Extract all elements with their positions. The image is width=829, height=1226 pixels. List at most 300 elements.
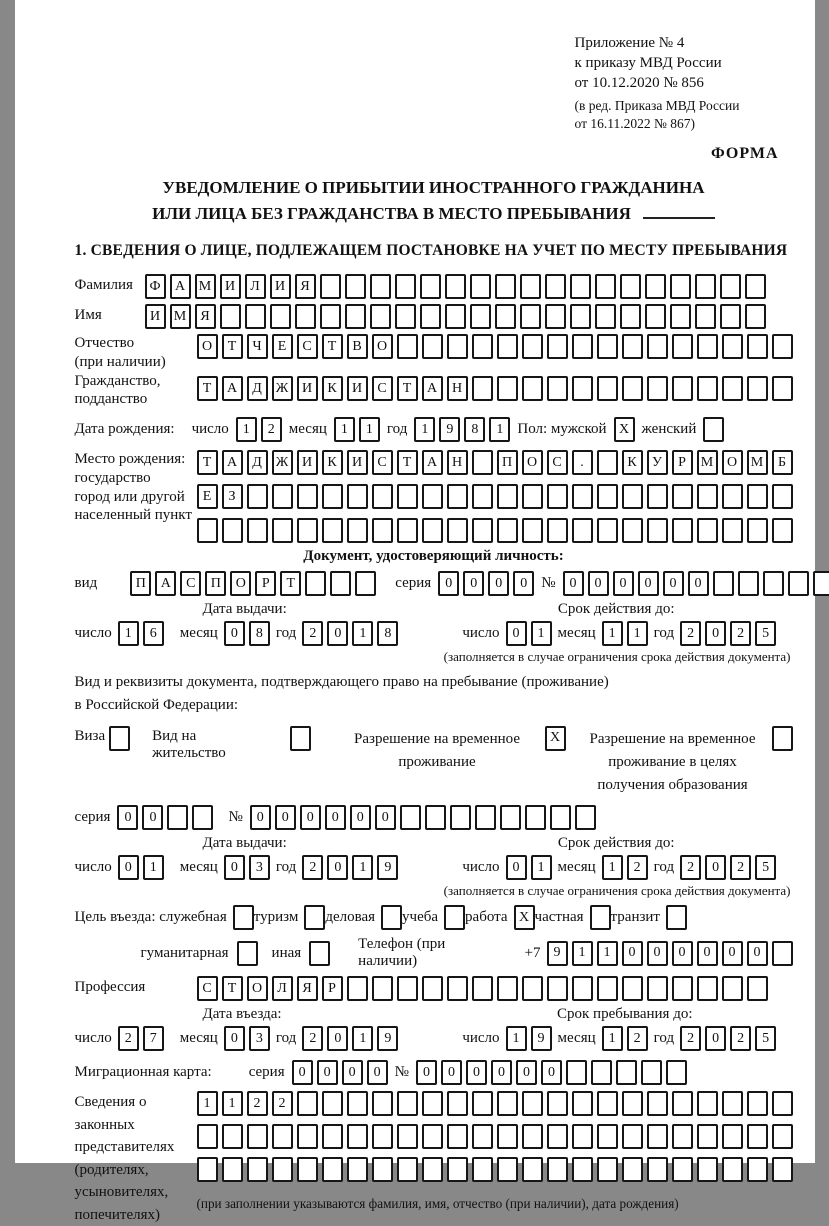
permit-issue-day-cells-box-1[interactable]: 1 [143,855,164,880]
representatives-cells-3-box-19[interactable] [672,1157,693,1182]
birth-place-cells-2-box-3[interactable] [272,484,293,509]
representatives-cells-3-box-16[interactable] [597,1157,618,1182]
patronymic-cells-box-23[interactable] [772,334,793,359]
birth-place-cells-1-box-15[interactable]: . [572,450,593,475]
citizenship-cells-box-9[interactable]: А [422,376,443,401]
representatives-cells-1-box-12[interactable] [497,1091,518,1116]
permit-valid-month-cells-box-1[interactable]: 2 [627,855,648,880]
mc-number-cells-box-0[interactable]: 0 [416,1060,437,1085]
entry-year-cells-box-2[interactable]: 1 [352,1026,373,1051]
permit-number-cells-box-10[interactable] [500,805,521,830]
citizenship-cells-box-5[interactable]: К [322,376,343,401]
surname-cells-box-12[interactable] [445,274,466,299]
birth-month-cells-box-0[interactable]: 1 [334,417,355,442]
birth-place-cells-2-box-20[interactable] [697,484,718,509]
patronymic-cells-box-18[interactable] [647,334,668,359]
representatives-cells-1-box-16[interactable] [597,1091,618,1116]
name-cells-box-12[interactable] [445,304,466,329]
birth-place-cells-2-box-18[interactable] [647,484,668,509]
representatives-cells-2-box-1[interactable] [222,1124,243,1149]
phone-cells-box-0[interactable]: 9 [547,941,568,966]
name-cells-box-14[interactable] [495,304,516,329]
doc-issue-year-cells-box-1[interactable]: 0 [327,621,348,646]
representatives-cells-1-box-4[interactable] [297,1091,318,1116]
entry-year-cells-box-3[interactable]: 9 [377,1026,398,1051]
birth-place-cells-2-box-15[interactable] [572,484,593,509]
surname-cells-box-6[interactable]: Я [295,274,316,299]
representatives-cells-3-box-1[interactable] [222,1157,243,1182]
representatives-cells-2-box-23[interactable] [772,1124,793,1149]
citizenship-cells-box-8[interactable]: Т [397,376,418,401]
representatives-cells-3-box-2[interactable] [247,1157,268,1182]
representatives-cells-2-box-18[interactable] [647,1124,668,1149]
birth-place-cells-3-box-0[interactable] [197,518,218,543]
representatives-cells-3-box-11[interactable] [472,1157,493,1182]
phone-cells-box-3[interactable]: 0 [622,941,643,966]
representatives-cells-1-box-21[interactable] [722,1091,743,1116]
purpose-other-checkbox-box-0[interactable] [309,941,330,966]
permit-number-cells-box-11[interactable] [525,805,546,830]
doc-issue-day-cells-box-0[interactable]: 1 [118,621,139,646]
sex-male-checkbox-box-0[interactable]: X [614,417,635,442]
profession-cells-box-14[interactable] [547,976,568,1001]
birth-place-cells-3-box-13[interactable] [522,518,543,543]
representatives-cells-2-box-9[interactable] [422,1124,443,1149]
permit-number-cells-box-1[interactable]: 0 [275,805,296,830]
representatives-cells-3-box-8[interactable] [397,1157,418,1182]
permit-issue-year-cells-box-1[interactable]: 0 [327,855,348,880]
birth-place-cells-1-box-18[interactable]: У [647,450,668,475]
surname-cells-box-20[interactable] [645,274,666,299]
mc-series-cells-box-1[interactable]: 0 [317,1060,338,1085]
birth-place-cells-3-box-23[interactable] [772,518,793,543]
representatives-cells-1-box-14[interactable] [547,1091,568,1116]
representatives-cells-1-box-15[interactable] [572,1091,593,1116]
birth-place-cells-3-box-18[interactable] [647,518,668,543]
representatives-cells-2-box-21[interactable] [722,1124,743,1149]
birth-place-cells-3-box-6[interactable] [347,518,368,543]
name-cells-box-23[interactable] [720,304,741,329]
doc-series-cells-box-3[interactable]: 0 [513,571,534,596]
surname-cells-box-11[interactable] [420,274,441,299]
patronymic-cells-box-10[interactable] [447,334,468,359]
citizenship-cells-box-18[interactable] [647,376,668,401]
permit-valid-year-cells-box-2[interactable]: 2 [730,855,751,880]
doc-series-cells-box-1[interactable]: 0 [463,571,484,596]
representatives-cells-1-box-11[interactable] [472,1091,493,1116]
representatives-cells-1-box-2[interactable]: 2 [247,1091,268,1116]
surname-cells-box-8[interactable] [345,274,366,299]
mc-series-cells-box-2[interactable]: 0 [342,1060,363,1085]
mc-number-cells-box-7[interactable] [591,1060,612,1085]
birth-place-cells-2-box-2[interactable] [247,484,268,509]
permit-number-cells-box-6[interactable] [400,805,421,830]
stay-day-cells-box-0[interactable]: 1 [506,1026,527,1051]
birth-place-cells-3-box-21[interactable] [722,518,743,543]
birth-place-cells-3-box-3[interactable] [272,518,293,543]
profession-cells-box-21[interactable] [722,976,743,1001]
representatives-cells-3-box-4[interactable] [297,1157,318,1182]
name-cells-box-10[interactable] [395,304,416,329]
citizenship-cells-box-0[interactable]: Т [197,376,218,401]
profession-cells-box-2[interactable]: О [247,976,268,1001]
citizenship-cells-box-17[interactable] [622,376,643,401]
purpose-business-checkbox-box-0[interactable] [381,905,402,930]
representatives-cells-1-box-5[interactable] [322,1091,343,1116]
patronymic-cells-box-6[interactable]: В [347,334,368,359]
patronymic-cells-box-8[interactable] [397,334,418,359]
birth-place-cells-3-box-7[interactable] [372,518,393,543]
birth-place-cells-3-box-11[interactable] [472,518,493,543]
representatives-cells-3-box-3[interactable] [272,1157,293,1182]
birth-year-cells-box-2[interactable]: 8 [464,417,485,442]
profession-cells-box-0[interactable]: С [197,976,218,1001]
birth-place-cells-1-box-1[interactable]: А [222,450,243,475]
mc-number-cells-box-3[interactable]: 0 [491,1060,512,1085]
profession-cells-box-4[interactable]: Я [297,976,318,1001]
representatives-cells-2-box-6[interactable] [347,1124,368,1149]
birth-place-cells-1-box-9[interactable]: А [422,450,443,475]
birth-place-cells-1-box-3[interactable]: Ж [272,450,293,475]
name-cells-box-15[interactable] [520,304,541,329]
permit-valid-year-cells-box-0[interactable]: 2 [680,855,701,880]
permit-valid-day-cells-box-0[interactable]: 0 [506,855,527,880]
doc-kind-cells-box-7[interactable] [305,571,326,596]
name-cells-box-6[interactable] [295,304,316,329]
representatives-cells-2-box-12[interactable] [497,1124,518,1149]
birth-place-cells-1-box-14[interactable]: С [547,450,568,475]
visa-checkbox-box-0[interactable] [109,726,130,751]
doc-valid-month-cells-box-1[interactable]: 1 [627,621,648,646]
birth-place-cells-3-box-1[interactable] [222,518,243,543]
birth-place-cells-3-box-15[interactable] [572,518,593,543]
patronymic-cells-box-13[interactable] [522,334,543,359]
citizenship-cells-box-11[interactable] [472,376,493,401]
birth-place-cells-1-box-0[interactable]: Т [197,450,218,475]
doc-kind-cells-box-4[interactable]: О [230,571,251,596]
stay-month-cells-box-0[interactable]: 1 [602,1026,623,1051]
birth-place-cells-3-box-8[interactable] [397,518,418,543]
permit-series-cells-box-2[interactable] [167,805,188,830]
birth-place-cells-2-box-16[interactable] [597,484,618,509]
patronymic-cells-box-22[interactable] [747,334,768,359]
name-cells-box-8[interactable] [345,304,366,329]
patronymic-cells-box-17[interactable] [622,334,643,359]
citizenship-cells-box-14[interactable] [547,376,568,401]
doc-number-cells-box-9[interactable] [788,571,809,596]
profession-cells-box-7[interactable] [372,976,393,1001]
representatives-cells-1-box-1[interactable]: 1 [222,1091,243,1116]
surname-cells-box-16[interactable] [545,274,566,299]
sex-female-checkbox-box-0[interactable] [703,417,724,442]
patronymic-cells-box-21[interactable] [722,334,743,359]
birth-place-cells-3-box-19[interactable] [672,518,693,543]
permit-series-cells-box-3[interactable] [192,805,213,830]
name-cells-box-18[interactable] [595,304,616,329]
profession-cells-box-9[interactable] [422,976,443,1001]
profession-cells-box-10[interactable] [447,976,468,1001]
citizenship-cells-box-1[interactable]: А [222,376,243,401]
phone-cells-box-6[interactable]: 0 [697,941,718,966]
permit-number-cells-box-4[interactable]: 0 [350,805,371,830]
phone-cells-box-1[interactable]: 1 [572,941,593,966]
patronymic-cells-box-15[interactable] [572,334,593,359]
representatives-cells-2-box-14[interactable] [547,1124,568,1149]
doc-valid-year-cells-box-2[interactable]: 2 [730,621,751,646]
name-cells-box-24[interactable] [745,304,766,329]
patronymic-cells-box-3[interactable]: Е [272,334,293,359]
profession-cells-box-8[interactable] [397,976,418,1001]
birth-place-cells-1-box-23[interactable]: Б [772,450,793,475]
birth-place-cells-3-box-20[interactable] [697,518,718,543]
permit-number-cells-box-5[interactable]: 0 [375,805,396,830]
birth-place-cells-1-box-11[interactable] [472,450,493,475]
surname-cells-box-23[interactable] [720,274,741,299]
patronymic-cells-box-0[interactable]: О [197,334,218,359]
profession-cells-box-19[interactable] [672,976,693,1001]
representatives-cells-2-box-19[interactable] [672,1124,693,1149]
birth-place-cells-2-box-5[interactable] [322,484,343,509]
birth-place-cells-3-box-9[interactable] [422,518,443,543]
name-cells-box-7[interactable] [320,304,341,329]
citizenship-cells-box-6[interactable]: И [347,376,368,401]
doc-number-cells-box-0[interactable]: 0 [563,571,584,596]
profession-cells-box-15[interactable] [572,976,593,1001]
mc-number-cells-box-9[interactable] [641,1060,662,1085]
profession-cells-box-6[interactable] [347,976,368,1001]
purpose-humanitarian-checkbox-box-0[interactable] [237,941,258,966]
permit-number-cells-box-7[interactable] [425,805,446,830]
birth-place-cells-1-box-8[interactable]: Т [397,450,418,475]
doc-number-cells-box-10[interactable] [813,571,829,596]
name-cells-box-19[interactable] [620,304,641,329]
name-cells-box-13[interactable] [470,304,491,329]
surname-cells-box-19[interactable] [620,274,641,299]
birth-place-cells-3-box-12[interactable] [497,518,518,543]
permit-issue-day-cells-box-0[interactable]: 0 [118,855,139,880]
entry-year-cells-box-0[interactable]: 2 [302,1026,323,1051]
birth-place-cells-1-box-5[interactable]: К [322,450,343,475]
surname-cells-box-21[interactable] [670,274,691,299]
doc-kind-cells-box-8[interactable] [330,571,351,596]
phone-cells-box-8[interactable]: 0 [747,941,768,966]
permit-number-cells-box-12[interactable] [550,805,571,830]
birth-place-cells-1-box-21[interactable]: О [722,450,743,475]
doc-kind-cells-box-6[interactable]: Т [280,571,301,596]
patronymic-cells-box-5[interactable]: Т [322,334,343,359]
name-cells-box-11[interactable] [420,304,441,329]
citizenship-cells-box-23[interactable] [772,376,793,401]
profession-cells-box-22[interactable] [747,976,768,1001]
entry-month-cells-box-0[interactable]: 0 [224,1026,245,1051]
birth-place-cells-2-box-22[interactable] [747,484,768,509]
birth-place-cells-3-box-2[interactable] [247,518,268,543]
birth-place-cells-3-box-16[interactable] [597,518,618,543]
stay-year-cells-box-3[interactable]: 5 [755,1026,776,1051]
representatives-cells-1-box-18[interactable] [647,1091,668,1116]
profession-cells-box-16[interactable] [597,976,618,1001]
representatives-cells-1-box-0[interactable]: 1 [197,1091,218,1116]
doc-number-cells-box-2[interactable]: 0 [613,571,634,596]
patronymic-cells-box-16[interactable] [597,334,618,359]
doc-number-cells-box-8[interactable] [763,571,784,596]
representatives-cells-2-box-0[interactable] [197,1124,218,1149]
edu-permit-checkbox-box-0[interactable] [772,726,793,751]
birth-month-cells-box-1[interactable]: 1 [359,417,380,442]
doc-issue-year-cells-box-2[interactable]: 1 [352,621,373,646]
representatives-cells-2-box-2[interactable] [247,1124,268,1149]
name-cells-box-21[interactable] [670,304,691,329]
permit-issue-month-cells-box-1[interactable]: 3 [249,855,270,880]
birth-place-cells-1-box-20[interactable]: М [697,450,718,475]
citizenship-cells-box-21[interactable] [722,376,743,401]
stay-year-cells-box-1[interactable]: 0 [705,1026,726,1051]
patronymic-cells-box-11[interactable] [472,334,493,359]
birth-place-cells-2-box-6[interactable] [347,484,368,509]
surname-cells-box-24[interactable] [745,274,766,299]
phone-cells-box-7[interactable]: 0 [722,941,743,966]
mc-number-cells-box-4[interactable]: 0 [516,1060,537,1085]
representatives-cells-2-box-16[interactable] [597,1124,618,1149]
representatives-cells-1-box-3[interactable]: 2 [272,1091,293,1116]
doc-kind-cells-box-0[interactable]: П [130,571,151,596]
birth-place-cells-1-box-22[interactable]: М [747,450,768,475]
name-cells-box-9[interactable] [370,304,391,329]
doc-issue-month-cells-box-0[interactable]: 0 [224,621,245,646]
birth-place-cells-3-box-5[interactable] [322,518,343,543]
birth-place-cells-2-box-12[interactable] [497,484,518,509]
permit-issue-year-cells-box-0[interactable]: 2 [302,855,323,880]
purpose-work-checkbox-box-0[interactable]: X [514,905,535,930]
representatives-cells-3-box-20[interactable] [697,1157,718,1182]
representatives-cells-2-box-11[interactable] [472,1124,493,1149]
purpose-study-checkbox-box-0[interactable] [444,905,465,930]
surname-cells-box-2[interactable]: М [195,274,216,299]
birth-place-cells-2-box-17[interactable] [622,484,643,509]
representatives-cells-3-box-17[interactable] [622,1157,643,1182]
permit-series-cells-box-1[interactable]: 0 [142,805,163,830]
surname-cells-box-18[interactable] [595,274,616,299]
phone-cells-box-4[interactable]: 0 [647,941,668,966]
permit-number-cells-box-13[interactable] [575,805,596,830]
name-cells-box-20[interactable] [645,304,666,329]
purpose-private-checkbox-box-0[interactable] [590,905,611,930]
permit-number-cells-box-8[interactable] [450,805,471,830]
doc-series-cells-box-0[interactable]: 0 [438,571,459,596]
birth-place-cells-2-box-0[interactable]: Е [197,484,218,509]
representatives-cells-3-box-18[interactable] [647,1157,668,1182]
mc-series-cells-box-0[interactable]: 0 [292,1060,313,1085]
name-cells-box-2[interactable]: Я [195,304,216,329]
patronymic-cells-box-7[interactable]: О [372,334,393,359]
representatives-cells-3-box-7[interactable] [372,1157,393,1182]
representatives-cells-3-box-6[interactable] [347,1157,368,1182]
doc-issue-month-cells-box-1[interactable]: 8 [249,621,270,646]
doc-number-cells-box-5[interactable]: 0 [688,571,709,596]
phone-cells-box-9[interactable] [772,941,793,966]
entry-year-cells-box-1[interactable]: 0 [327,1026,348,1051]
citizenship-cells-box-4[interactable]: И [297,376,318,401]
patronymic-cells-box-2[interactable]: Ч [247,334,268,359]
permit-valid-month-cells-box-0[interactable]: 1 [602,855,623,880]
profession-cells-box-12[interactable] [497,976,518,1001]
permit-issue-month-cells-box-0[interactable]: 0 [224,855,245,880]
representatives-cells-1-box-17[interactable] [622,1091,643,1116]
mc-number-cells-box-5[interactable]: 0 [541,1060,562,1085]
birth-place-cells-2-box-1[interactable]: З [222,484,243,509]
representatives-cells-1-box-7[interactable] [372,1091,393,1116]
citizenship-cells-box-13[interactable] [522,376,543,401]
representatives-cells-1-box-10[interactable] [447,1091,468,1116]
patronymic-cells-box-19[interactable] [672,334,693,359]
representatives-cells-2-box-5[interactable] [322,1124,343,1149]
birth-place-cells-2-box-13[interactable] [522,484,543,509]
citizenship-cells-box-10[interactable]: Н [447,376,468,401]
surname-cells-box-3[interactable]: И [220,274,241,299]
birth-place-cells-1-box-6[interactable]: И [347,450,368,475]
doc-issue-day-cells-box-1[interactable]: 6 [143,621,164,646]
representatives-cells-1-box-13[interactable] [522,1091,543,1116]
representatives-cells-3-box-0[interactable] [197,1157,218,1182]
birth-place-cells-2-box-4[interactable] [297,484,318,509]
phone-cells-box-5[interactable]: 0 [672,941,693,966]
doc-valid-day-cells-box-1[interactable]: 1 [531,621,552,646]
phone-cells-box-2[interactable]: 1 [597,941,618,966]
purpose-transit-checkbox-box-0[interactable] [666,905,687,930]
representatives-cells-2-box-7[interactable] [372,1124,393,1149]
representatives-cells-1-box-22[interactable] [747,1091,768,1116]
birth-place-cells-1-box-13[interactable]: О [522,450,543,475]
representatives-cells-2-box-4[interactable] [297,1124,318,1149]
representatives-cells-2-box-22[interactable] [747,1124,768,1149]
doc-number-cells-box-4[interactable]: 0 [663,571,684,596]
name-cells-box-16[interactable] [545,304,566,329]
birth-place-cells-2-box-9[interactable] [422,484,443,509]
residence-permit-checkbox-box-0[interactable] [290,726,311,751]
representatives-cells-2-box-20[interactable] [697,1124,718,1149]
representatives-cells-3-box-14[interactable] [547,1157,568,1182]
patronymic-cells-box-12[interactable] [497,334,518,359]
mc-number-cells-box-8[interactable] [616,1060,637,1085]
doc-number-cells-box-3[interactable]: 0 [638,571,659,596]
doc-valid-year-cells-box-0[interactable]: 2 [680,621,701,646]
representatives-cells-1-box-6[interactable] [347,1091,368,1116]
citizenship-cells-box-20[interactable] [697,376,718,401]
representatives-cells-1-box-8[interactable] [397,1091,418,1116]
name-cells-box-5[interactable] [270,304,291,329]
name-cells-box-17[interactable] [570,304,591,329]
surname-cells-box-17[interactable] [570,274,591,299]
birth-place-cells-3-box-10[interactable] [447,518,468,543]
birth-place-cells-3-box-17[interactable] [622,518,643,543]
entry-day-cells-box-0[interactable]: 2 [118,1026,139,1051]
representatives-cells-2-box-10[interactable] [447,1124,468,1149]
surname-cells-box-10[interactable] [395,274,416,299]
representatives-cells-3-box-12[interactable] [497,1157,518,1182]
birth-place-cells-2-box-7[interactable] [372,484,393,509]
permit-issue-year-cells-box-2[interactable]: 1 [352,855,373,880]
stay-year-cells-box-2[interactable]: 2 [730,1026,751,1051]
representatives-cells-1-box-9[interactable] [422,1091,443,1116]
permit-series-cells-box-0[interactable]: 0 [117,805,138,830]
citizenship-cells-box-12[interactable] [497,376,518,401]
surname-cells-box-1[interactable]: А [170,274,191,299]
patronymic-cells-box-14[interactable] [547,334,568,359]
doc-issue-year-cells-box-3[interactable]: 8 [377,621,398,646]
birth-place-cells-1-box-12[interactable]: П [497,450,518,475]
surname-cells-box-15[interactable] [520,274,541,299]
patronymic-cells-box-20[interactable] [697,334,718,359]
